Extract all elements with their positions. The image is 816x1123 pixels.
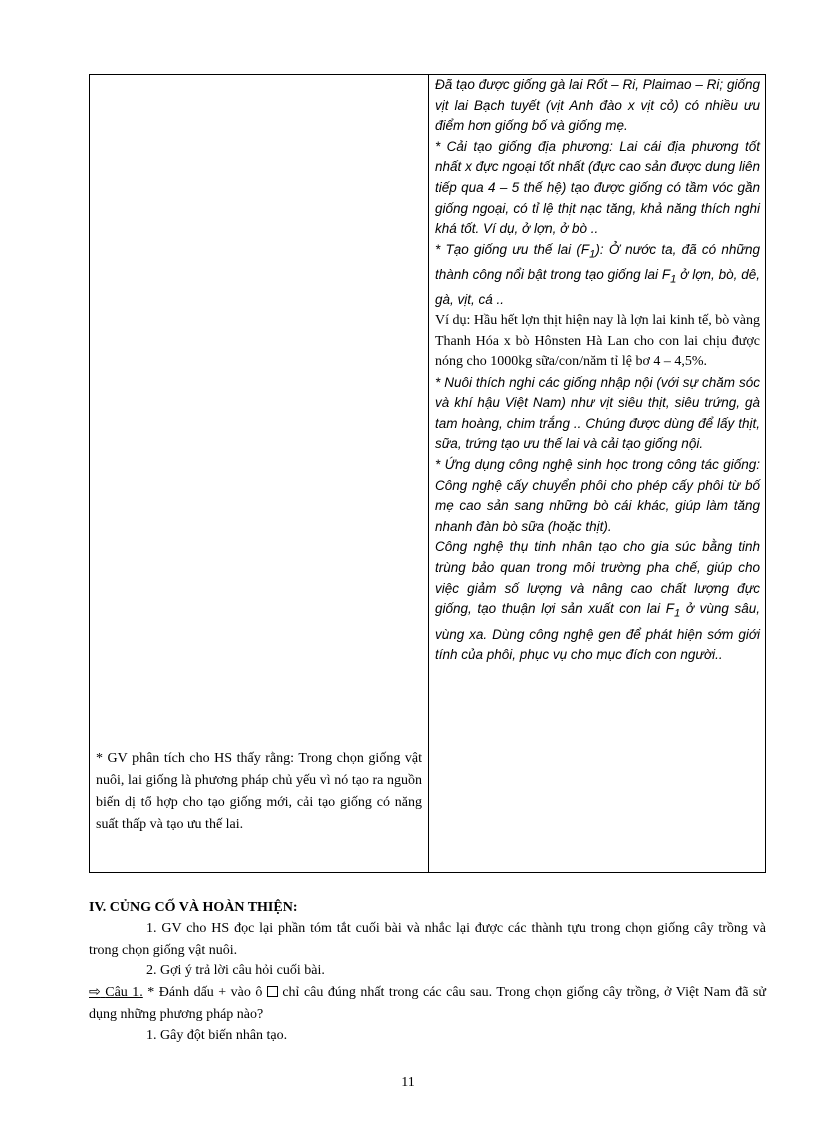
section-heading: IV. CỦNG CỐ VÀ HOÀN THIỆN: <box>89 900 298 915</box>
section-item-1: 1. GV cho HS đọc lại phần tóm tắt cuối bài và nhắc lại được các thành tựu trong chọn giống cây trồng và trong chọn giống vật nuôi. <box>89 921 766 958</box>
paragraph-f1-hybrid: * Tạo giống ưu thế lai $(F_1)$: Ở nước ta, đã có những thành công nổi bật trong tạo giống lai $F_1$ ở lợn, bò, dê, gà, vịt, cá .. <box>435 241 761 308</box>
paragraph-local-improvement: * Cải tạo giống địa phương: Lai cái địa phương tốt nhất x đực ngoại tốt nhất (đực cao sản được dung liên tiếp qua 4 – 5 thế hệ) tạo được giống có tầm vóc gần giống ngoại, có tỉ lệ thịt nạc tăng, khả năng thích nghi khá tốt. Ví dụ, ở lợn, ở bò .. <box>435 138 760 237</box>
content-table <box>89 74 766 873</box>
page-number: 11 <box>401 1075 415 1090</box>
checkbox-icon <box>267 986 278 997</box>
section-item-2: 2. Gợi ý trả lời câu hỏi cuối bài. <box>146 963 325 978</box>
question-1: ⇨ Câu 1. * Đánh dấu + vào ô chỉ câu đúng nhất trong các câu sau. Trong chọn giống cây trồng, ở Việt Nam đã sử dụng những phương pháp nào? <box>89 985 766 1022</box>
paragraph-biotech: * Ứng dụng công nghệ sinh học trong công tác giống: Công nghệ cấy chuyển phôi cho phép cấy phôi từ bố mẹ cao sản sang những bò cái khác, giúp làm tăng nhanh đàn bò sữa (hoặc thịt). <box>435 457 760 534</box>
teacher-note: * GV phân tích cho HS thấy rằng: Trong chọn giống vật nuôi, lai giống là phương pháp chủ yếu vì nó tạo ra nguồn biến dị tổ hợp cho tạo giống mới, cải tạo giống có năng suất thấp và tạo ưu thế lai. <box>96 751 422 832</box>
arrow-right-icon: ⇨ <box>89 985 101 1000</box>
option-1: 1. Gây đột biến nhân tạo. <box>146 1028 288 1043</box>
question-label: ⇨ Câu 1. <box>89 985 143 1000</box>
paragraph-artificial-insemination: Công nghệ thụ tinh nhân tạo cho gia súc bằng tinh trùng bảo quan trong môi trường pha chế, giúp cho việc giảm số lượng và nâng cao chất lượng đực giống, tạo thuận lợi sản xuất con lai $F_1$ ở vùng sâu, vùng xa. Dùng công nghệ gen để phát hiện sớm giới tính của phôi, phục vụ cho mục đích con người.. <box>435 539 760 663</box>
paragraph-example: Ví dụ: Hầu hết lợn thịt hiện nay là lợn lai kinh tế, bò vàng Thanh Hóa x bò Hônsten Hà Lan cho con lai chịu được nóng cho 1000kg sữa/con/năm tỉ lệ bơ 4 – 4,5%. <box>435 312 760 370</box>
paragraph-imported-breeds: * Nuôi thích nghi các giống nhập nội (với sự chăm sóc và khí hậu Việt Nam) như vịt siêu thịt, siêu trứng, gà tam hoàng, chim trắng .. Chúng được dùng để lấy thịt, sữa, trứng tạo ưu thế lai và cải tạo giống nội. <box>435 374 760 452</box>
table-right-column <box>429 75 765 872</box>
table-left-column <box>90 75 429 872</box>
paragraph-hybrid-breeds: Đã tạo được giống gà lai Rốt – Ri, Plaimao – Ri; giống vịt lai Bạch tuyết (vịt Anh đào x vịt cỏ) có nhiều ưu điểm hơn giống bố và giống mẹ. <box>435 77 760 134</box>
